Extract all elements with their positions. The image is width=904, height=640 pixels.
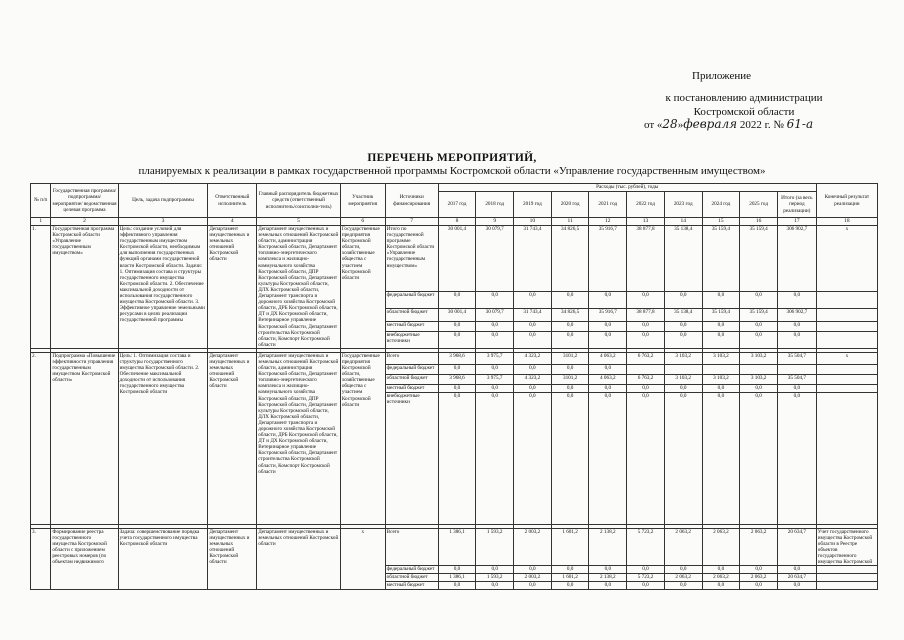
cell-value: 0,0 xyxy=(551,384,589,392)
cell-value: 35 138,4 xyxy=(664,309,702,322)
cell-value: 0,0 xyxy=(702,332,740,349)
cell-goal: Цель: 1. Оптимизация состава и структуры государственного имущества Костромской области. 2. Обеспечение максимальной доходности от использования государственного имущества Костромской области xyxy=(118,352,208,524)
column-number: 6 xyxy=(340,218,385,226)
cell-value: 0,0 xyxy=(438,582,476,590)
cell-part: х xyxy=(340,528,385,590)
cell-value: 0,0 xyxy=(777,566,816,574)
cell-value: 2 063,2 xyxy=(664,574,702,582)
column-number: 9 xyxy=(476,218,514,226)
cell-value: 0,0 xyxy=(551,364,589,374)
cell-value: 4 063,2 xyxy=(589,352,627,364)
column-number: 13 xyxy=(627,218,665,226)
cell-value: 3 103,2 xyxy=(702,374,740,384)
cell-value: 0,0 xyxy=(438,566,476,574)
cell-value: 1 386,1 xyxy=(438,528,476,566)
cell-value: 2 003,2 xyxy=(514,574,552,582)
table-body xyxy=(31,226,878,590)
cell-value: 0,0 xyxy=(777,291,816,309)
cell-value: 0,0 xyxy=(740,566,778,574)
cell-value: 0,0 xyxy=(702,582,740,590)
cell-no: 1. xyxy=(31,226,51,349)
cell-value: 0,0 xyxy=(438,322,476,332)
cell-value xyxy=(740,364,778,374)
cell-value: 0,0 xyxy=(777,582,816,590)
cell-value: 1 601,2 xyxy=(551,574,589,582)
cell-value: 35 159,4 xyxy=(702,226,740,292)
cell-value: 306 902,7 xyxy=(777,309,816,322)
cell-value: 0,0 xyxy=(589,566,627,574)
document-subtitle: планируемых к реализации в рамках государственной программы Костромской области «Управление государственным имуществом» xyxy=(138,165,766,177)
cell-admin: Департамент имущественных и земельных отношений Костромской области, администрация Костромской области, Департамент топливно-энергетического комплекса и жилищно-коммунального хозяйства Костромской области, ДПР Костромской области, Департамент культуры Костромской области, ДЛХ Костромской области, Департамент транспорта и дорожного хозяйства Костромской области, ДРБ Костромской области, ДТ и ДХ Костромской области, Ветеринарное управление Костромской области, Департамент строительства Костромской области, Комспорт Костромской области xyxy=(257,226,341,349)
cell-value: 0,0 xyxy=(702,291,740,309)
table-row xyxy=(31,528,878,566)
year-cell: 2025 год xyxy=(740,192,778,218)
cell-value: 4 323,2 xyxy=(514,352,552,364)
cell-value: 0,0 xyxy=(589,322,627,332)
cell-result xyxy=(816,322,877,332)
cell-value: 0,0 xyxy=(476,332,514,349)
cell-value: 0,0 xyxy=(777,392,816,524)
cell-value: 0,0 xyxy=(551,566,589,574)
col-no: № п/п xyxy=(31,184,51,218)
cell-source: областной бюджет xyxy=(385,309,438,322)
cell-result xyxy=(816,582,877,590)
year-cell: 2021 год xyxy=(589,192,627,218)
cell-value: 1 601,2 xyxy=(551,528,589,566)
cell-result: х xyxy=(816,352,877,364)
cell-value: 3 975,7 xyxy=(476,352,514,364)
cell-value: 0,0 xyxy=(627,392,665,524)
cell-result xyxy=(816,374,877,384)
cell-value: 4 063,2 xyxy=(589,374,627,384)
date-number-line xyxy=(644,118,904,132)
col-source: Источники финансирования xyxy=(385,184,438,218)
cell-value: 0,0 xyxy=(438,392,476,524)
cell-resp: Департамент имущественных и земельных отношений Костромской области xyxy=(208,528,257,590)
cell-value: 0,0 xyxy=(664,582,702,590)
cell-value: 38 877,8 xyxy=(627,309,665,322)
cell-value: 0,0 xyxy=(514,332,552,349)
cell-source: федеральный бюджет xyxy=(385,291,438,309)
cell-value: 0,0 xyxy=(664,291,702,309)
cell-source: местный бюджет xyxy=(385,384,438,392)
cell-value: 0,0 xyxy=(664,322,702,332)
cell-value: 34 826,5 xyxy=(551,309,589,322)
cell-goal: Цель: создание условий для эффективного управления государственным имуществом Костромской области, необходимым для выполнения государственных функций органами государственной власти Костромской области. Задачи: 1. Оптимизация состава и структуры государственного имущества Костромской области. 2. Обеспечение максимальной доходности от использования государственного имущества Костромской области. 3. Эффективное управление земельными ресурсами в целях реализации государственной программы xyxy=(118,226,208,349)
date-mid: » xyxy=(677,119,684,131)
cell-value: 2 063,2 xyxy=(664,528,702,566)
column-numbers-row xyxy=(31,218,878,226)
year-cell: 2019 год xyxy=(514,192,552,218)
column-number: 10 xyxy=(514,218,552,226)
cell-value: 35 916,7 xyxy=(589,226,627,292)
column-number: 5 xyxy=(257,218,341,226)
cell-value: 0,0 xyxy=(589,364,627,374)
cell-value: 0,0 xyxy=(438,364,476,374)
cell-value: 35 159,4 xyxy=(740,309,778,322)
cell-source: внебюджетные источники xyxy=(385,332,438,349)
cell-value: 0,0 xyxy=(627,291,665,309)
cell-value: 34 826,5 xyxy=(551,226,589,292)
cell-value: 35 159,4 xyxy=(740,226,778,292)
cell-source: местный бюджет xyxy=(385,582,438,590)
cell-value: 1 593,2 xyxy=(476,574,514,582)
cell-result xyxy=(816,309,877,322)
cell-value: 0,0 xyxy=(514,566,552,574)
cell-value: 38 877,8 xyxy=(627,226,665,292)
cell-source: местный бюджет xyxy=(385,322,438,332)
cell-value: 0,0 xyxy=(551,332,589,349)
cell-source: Всего xyxy=(385,528,438,566)
cell-value: 20 634,7 xyxy=(777,574,816,582)
column-number: 3 xyxy=(118,218,208,226)
document-title: ПЕРЕЧЕНЬ МЕРОПРИЯТИЙ, xyxy=(367,152,537,164)
cell-value: 3 103,2 xyxy=(664,374,702,384)
column-number: 15 xyxy=(702,218,740,226)
table-row xyxy=(31,226,878,292)
column-number: 4 xyxy=(208,218,257,226)
col-participant: Участник мероприятия xyxy=(340,184,385,218)
cell-result xyxy=(816,566,877,574)
appendix-label: Приложение xyxy=(692,70,752,82)
year-cell: Итого (за весь период реализации) xyxy=(777,192,816,218)
year-cell: 2018 год xyxy=(476,192,514,218)
cell-resp: Департамент имущественных и земельных отношений Костромской области xyxy=(208,226,257,349)
cell-part: Государственные предприятия Костромской области, хозяйственные общества с участием Костромской области xyxy=(340,226,385,349)
col-goal: Цель, задача подпрограммы xyxy=(118,184,208,218)
table-row xyxy=(31,352,878,364)
cell-value: 306 902,7 xyxy=(777,226,816,292)
cell-value: 2 138,2 xyxy=(589,528,627,566)
cell-value: 0,0 xyxy=(514,582,552,590)
cell-part: Государственные предприятия Костромской области, хозяйственные общества с участием Костромской области xyxy=(340,352,385,524)
column-number: 12 xyxy=(589,218,627,226)
cell-value: 1 593,2 xyxy=(476,528,514,566)
year-cell: 2024 год xyxy=(702,192,740,218)
cell-value: 0,0 xyxy=(664,392,702,524)
cell-admin: Департамент имущественных и земельных отношений Костромской области, администрация Костромской области, Департамент топливно-энергетического комплекса и жилищно-коммунального хозяйства Костромской области, ДПР Костромской области, Департамент культуры Костромской области, ДЛХ Костромской области, Департамент транспорта и дорожного хозяйства Костромской области, ДРБ Костромской области, ДТ и ДХ Костромской области, Ветеринарное управление Костромской области, Департамент строительства Костромской области, Комспорт Костромской области xyxy=(257,352,341,524)
cell-value: 0,0 xyxy=(627,332,665,349)
cell-source: областной бюджет xyxy=(385,374,438,384)
cell-result xyxy=(816,332,877,349)
column-number: 8 xyxy=(438,218,476,226)
cell-value: 6 763,2 xyxy=(627,352,665,364)
cell-value: 0,0 xyxy=(551,582,589,590)
cell-value: 0,0 xyxy=(589,332,627,349)
cell-program: Формирование реестра государственного имущества Костромской области с приложением реестровых номеров (по объектам недвижимого xyxy=(51,528,118,590)
cell-value: 0,0 xyxy=(589,582,627,590)
cell-value: 3 103,2 xyxy=(702,352,740,364)
cell-value: 3101,2 xyxy=(551,352,589,364)
cell-result xyxy=(816,392,877,524)
cell-program: Подпрограмма «Повышение эффективности управления государственным имуществом Костромской области» xyxy=(51,352,118,524)
cell-value: 0,0 xyxy=(664,332,702,349)
col-result: Конечный результат реализации xyxy=(816,184,877,218)
cell-result xyxy=(816,574,877,582)
cell-admin: Департамент имущественных и земельных отношений Костромской области xyxy=(257,528,341,590)
cell-value: 20 634,7 xyxy=(777,528,816,566)
cell-resp: Департамент имущественных и земельных отношений Костромской области xyxy=(208,352,257,524)
cell-value: 2 003,2 xyxy=(514,528,552,566)
cell-value: 0,0 xyxy=(438,291,476,309)
year-cell: 2017 год xyxy=(438,192,476,218)
cell-value xyxy=(777,364,816,374)
cell-value: 31 743,4 xyxy=(514,226,552,292)
cell-value: 2 063,2 xyxy=(702,574,740,582)
cell-value: 31 743,4 xyxy=(514,309,552,322)
cell-value: 3 103,2 xyxy=(740,374,778,384)
cell-value: 3 975,7 xyxy=(476,374,514,384)
date-prefix: от « xyxy=(644,119,663,131)
year-cell: 2022 год xyxy=(627,192,665,218)
cell-value: 35 916,7 xyxy=(589,309,627,322)
cell-value: 0,0 xyxy=(702,566,740,574)
cell-value: 5 723,2 xyxy=(627,528,665,566)
cell-goal: Задача: совершенствование порядка учета государственного имущества Костромской области xyxy=(118,528,208,590)
cell-value: 30 079,7 xyxy=(476,226,514,292)
cell-value: 0,0 xyxy=(627,582,665,590)
cell-source: областной бюджет xyxy=(385,574,438,582)
cell-source: федеральный бюджет xyxy=(385,566,438,574)
cell-value: 0,0 xyxy=(514,291,552,309)
cell-value: 0,0 xyxy=(476,384,514,392)
cell-no: 2. xyxy=(31,352,51,524)
cell-result: х xyxy=(816,226,877,292)
cell-value: 0,0 xyxy=(438,384,476,392)
cell-value: 0,0 xyxy=(627,322,665,332)
cell-value: 0,0 xyxy=(740,384,778,392)
column-number: 14 xyxy=(664,218,702,226)
cell-value xyxy=(627,364,665,374)
cell-value: 2 063,2 xyxy=(740,528,778,566)
cell-source: федеральный бюджет xyxy=(385,364,438,374)
cell-value: 0,0 xyxy=(476,291,514,309)
cell-value: 35 138,4 xyxy=(664,226,702,292)
cell-result xyxy=(816,364,877,374)
column-number: 7 xyxy=(385,218,438,226)
cell-value: 0,0 xyxy=(514,384,552,392)
cell-value: 0,0 xyxy=(514,322,552,332)
cell-value: 30 001,4 xyxy=(438,309,476,322)
cell-value: 0,0 xyxy=(702,384,740,392)
cell-value: 0,0 xyxy=(740,392,778,524)
cell-value: 35 504,7 xyxy=(777,374,816,384)
column-number: 16 xyxy=(740,218,778,226)
cell-value: 0,0 xyxy=(740,322,778,332)
cell-value: 35 504,7 xyxy=(777,352,816,364)
cell-value: 0,0 xyxy=(777,384,816,392)
cell-value: 2 063,2 xyxy=(740,574,778,582)
cell-value: 0,0 xyxy=(664,566,702,574)
column-number: 17 xyxy=(777,218,816,226)
column-number: 18 xyxy=(816,218,877,226)
handwritten-number: 61-а xyxy=(786,117,814,131)
cell-value: 3 968,6 xyxy=(438,374,476,384)
cell-source: внебюджетные источники xyxy=(385,392,438,524)
cell-value: 0,0 xyxy=(514,364,552,374)
cell-value: 0,0 xyxy=(476,364,514,374)
cell-value: 0,0 xyxy=(551,291,589,309)
cell-value: 0,0 xyxy=(438,332,476,349)
cell-value: 0,0 xyxy=(702,322,740,332)
cell-value: 0,0 xyxy=(551,392,589,524)
cell-source: Итого по государственной программе Костромской области «Управление государственным имуществом» xyxy=(385,226,438,292)
cell-value: 2 138,2 xyxy=(589,574,627,582)
cell-value: 3 968,6 xyxy=(438,352,476,364)
cell-result xyxy=(816,384,877,392)
cell-value: 0,0 xyxy=(627,566,665,574)
col-program: Государственная программа/подпрограмма/ мероприятие/ ведомственная целевая программа xyxy=(51,184,118,218)
cell-value: 3 103,2 xyxy=(740,352,778,364)
cell-value: 2 063,2 xyxy=(702,528,740,566)
cell-value: 30 079,7 xyxy=(476,309,514,322)
cell-value: 1 386,1 xyxy=(438,574,476,582)
activities-table xyxy=(30,183,878,590)
resolution-line: к постановлению администрации xyxy=(665,92,823,104)
col-expenses: Расходы (тыс. рублей), годы xyxy=(438,184,816,192)
column-number: 1 xyxy=(31,218,51,226)
cell-value: 0,0 xyxy=(476,322,514,332)
cell-value: 0,0 xyxy=(702,392,740,524)
cell-value: 35 159,4 xyxy=(702,309,740,322)
region-line: Костромской области xyxy=(693,106,795,118)
column-number: 2 xyxy=(51,218,118,226)
handwritten-month: февраля xyxy=(683,117,738,131)
cell-value: 3101,2 xyxy=(551,374,589,384)
date-year: 2022 г. № xyxy=(739,119,784,131)
cell-value: 0,0 xyxy=(476,582,514,590)
cell-value: 5 723,2 xyxy=(627,574,665,582)
header-row xyxy=(31,184,878,192)
cell-value: 0,0 xyxy=(476,392,514,524)
cell-value: 0,0 xyxy=(664,384,702,392)
year-cell: 2023 год xyxy=(664,192,702,218)
cell-value: 0,0 xyxy=(514,392,552,524)
cell-value: 0,0 xyxy=(589,392,627,524)
cell-value: 0,0 xyxy=(777,332,816,349)
cell-value: 3 103,2 xyxy=(664,352,702,364)
handwritten-day: 28 xyxy=(662,117,678,131)
cell-source: Всего xyxy=(385,352,438,364)
cell-value: 30 001,4 xyxy=(438,226,476,292)
cell-value: 4 323,2 xyxy=(514,374,552,384)
col-administrator: Главный распорядитель бюджетных средств (ответственный исполнитель/соисполни-тель) xyxy=(257,184,341,218)
year-cell: 2020 год xyxy=(551,192,589,218)
cell-result: Учет государственного имущества Костромской области в Реестре объектов государственного имущества Костромской xyxy=(816,528,877,566)
cell-value: 0,0 xyxy=(589,291,627,309)
cell-value: 0,0 xyxy=(777,322,816,332)
cell-value: 0,0 xyxy=(589,384,627,392)
cell-no: 3. xyxy=(31,528,51,590)
cell-value xyxy=(664,364,702,374)
column-number: 11 xyxy=(551,218,589,226)
cell-value: 0,0 xyxy=(740,291,778,309)
cell-value: 6 763,2 xyxy=(627,374,665,384)
cell-result xyxy=(816,291,877,309)
cell-value: 0,0 xyxy=(627,384,665,392)
cell-program: Государственная программа Костромской области «Управление государственным имуществом» xyxy=(51,226,118,349)
cell-value: 0,0 xyxy=(740,582,778,590)
cell-value: 0,0 xyxy=(551,322,589,332)
cell-value: 0,0 xyxy=(476,566,514,574)
col-responsible: Ответственный исполнитель xyxy=(208,184,257,218)
cell-value: 0,0 xyxy=(740,332,778,349)
cell-value xyxy=(702,364,740,374)
